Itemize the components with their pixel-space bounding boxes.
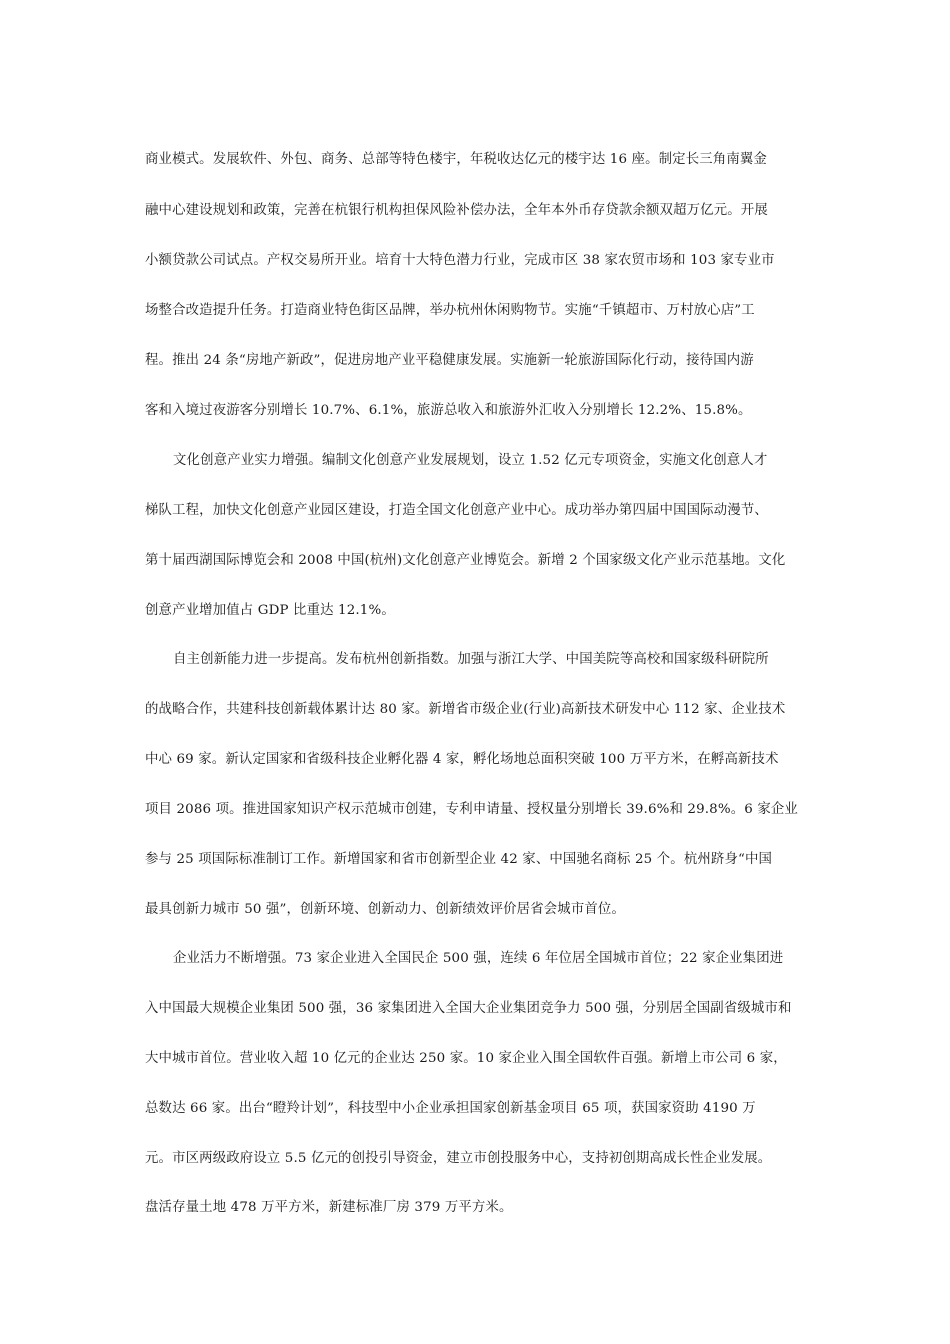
text-line: 入中国最大规模企业集团 500 强，36 家集团进入全国大企业集团竞争力 500 强，分别居全国副省级城市和: [145, 1001, 792, 1016]
text-line: 客和入境过夜游客分别增长 10.7%、6.1%，旅游总收入和旅游外汇收入分别增长 12.2%、15.8%。: [145, 403, 752, 418]
text-line: 程。推出 24 条“房地产新政”，促进房地产业平稳健康发展。实施新一轮旅游国际化行动，接待国内游: [145, 353, 754, 368]
text-line: 元。市区两级政府设立 5.5 亿元的创投引导资金，建立市创投服务中心，支持初创期高成长性企业发展。: [145, 1151, 772, 1166]
text-line: 场整合改造提升任务。打造商业特色街区品牌，举办杭州休闲购物节。实施“千镇超市、万村放心店”工: [145, 303, 755, 318]
text-line: 商业模式。发展软件、外包、商务、总部等特色楼宇，年税收达亿元的楼宇达 16 座。制定长三角南翼金: [145, 152, 767, 167]
text-line: 盘活存量土地 478 万平方米，新建标准厂房 379 万平方米。: [145, 1200, 513, 1215]
text-line: 梯队工程，加快文化创意产业园区建设，打造全国文化创意产业中心。成功举办第四届中国国际动漫节、: [145, 503, 768, 518]
text-line: 大中城市首位。营业收入超 10 亿元的企业达 250 家。10 家企业入围全国软件百强。新增上市公司 6 家，: [145, 1051, 787, 1066]
paragraph-first-line: 企业活力不断增强。73 家企业进入全国民企 500 强，连续 6 年位居全国城市首位；22 家企业集团进: [173, 951, 784, 966]
text-line: 中心 69 家。新认定国家和省级科技企业孵化器 4 家，孵化场地总面积突破 100 万平方米，在孵高新技术: [145, 752, 779, 767]
text-line: 小额贷款公司试点。产权交易所开业。培育十大特色潜力行业，完成市区 38 家农贸市场和 103 家专业市: [145, 253, 775, 268]
text-line: 最具创新力城市 50 强”，创新环境、创新动力、创新绩效评价居省会城市首位。: [145, 902, 625, 917]
text-line: 创意产业增加值占 GDP 比重达 12.1%。: [145, 603, 395, 618]
text-line: 第十届西湖国际博览会和 2008 中国(杭州)文化创意产业博览会。新增 2 个国家级文化产业示范基地。文化: [145, 553, 786, 568]
text-line: 的战略合作，共建科技创新载体累计达 80 家。新增省市级企业(行业)高新技术研发中心 112 家、企业技术: [145, 702, 786, 717]
paragraph-first-line: 自主创新能力进一步提高。发布杭州创新指数。加强与浙江大学、中国美院等高校和国家级科研院所: [173, 652, 769, 667]
text-line: 项目 2086 项。推进国家知识产权示范城市创建，专利申请量、授权量分别增长 39.6%和 29.8%。6 家企业: [145, 802, 798, 817]
text-line: 融中心建设规划和政策，完善在杭银行机构担保风险补偿办法，全年本外币存贷款余额双超万亿元。开展: [145, 203, 768, 218]
text-line: 参与 25 项国际标准制订工作。新增国家和省市创新型企业 42 家、中国驰名商标 25 个。杭州跻身“中国: [145, 852, 773, 867]
text-line: 总数达 66 家。出台“瞪羚计划”，科技型中小企业承担国家创新基金项目 65 项，获国家资助 4190 万: [145, 1101, 756, 1116]
paragraph-first-line: 文化创意产业实力增强。编制文化创意产业发展规划，设立 1.52 亿元专项资金，实施文化创意人才: [173, 453, 768, 468]
